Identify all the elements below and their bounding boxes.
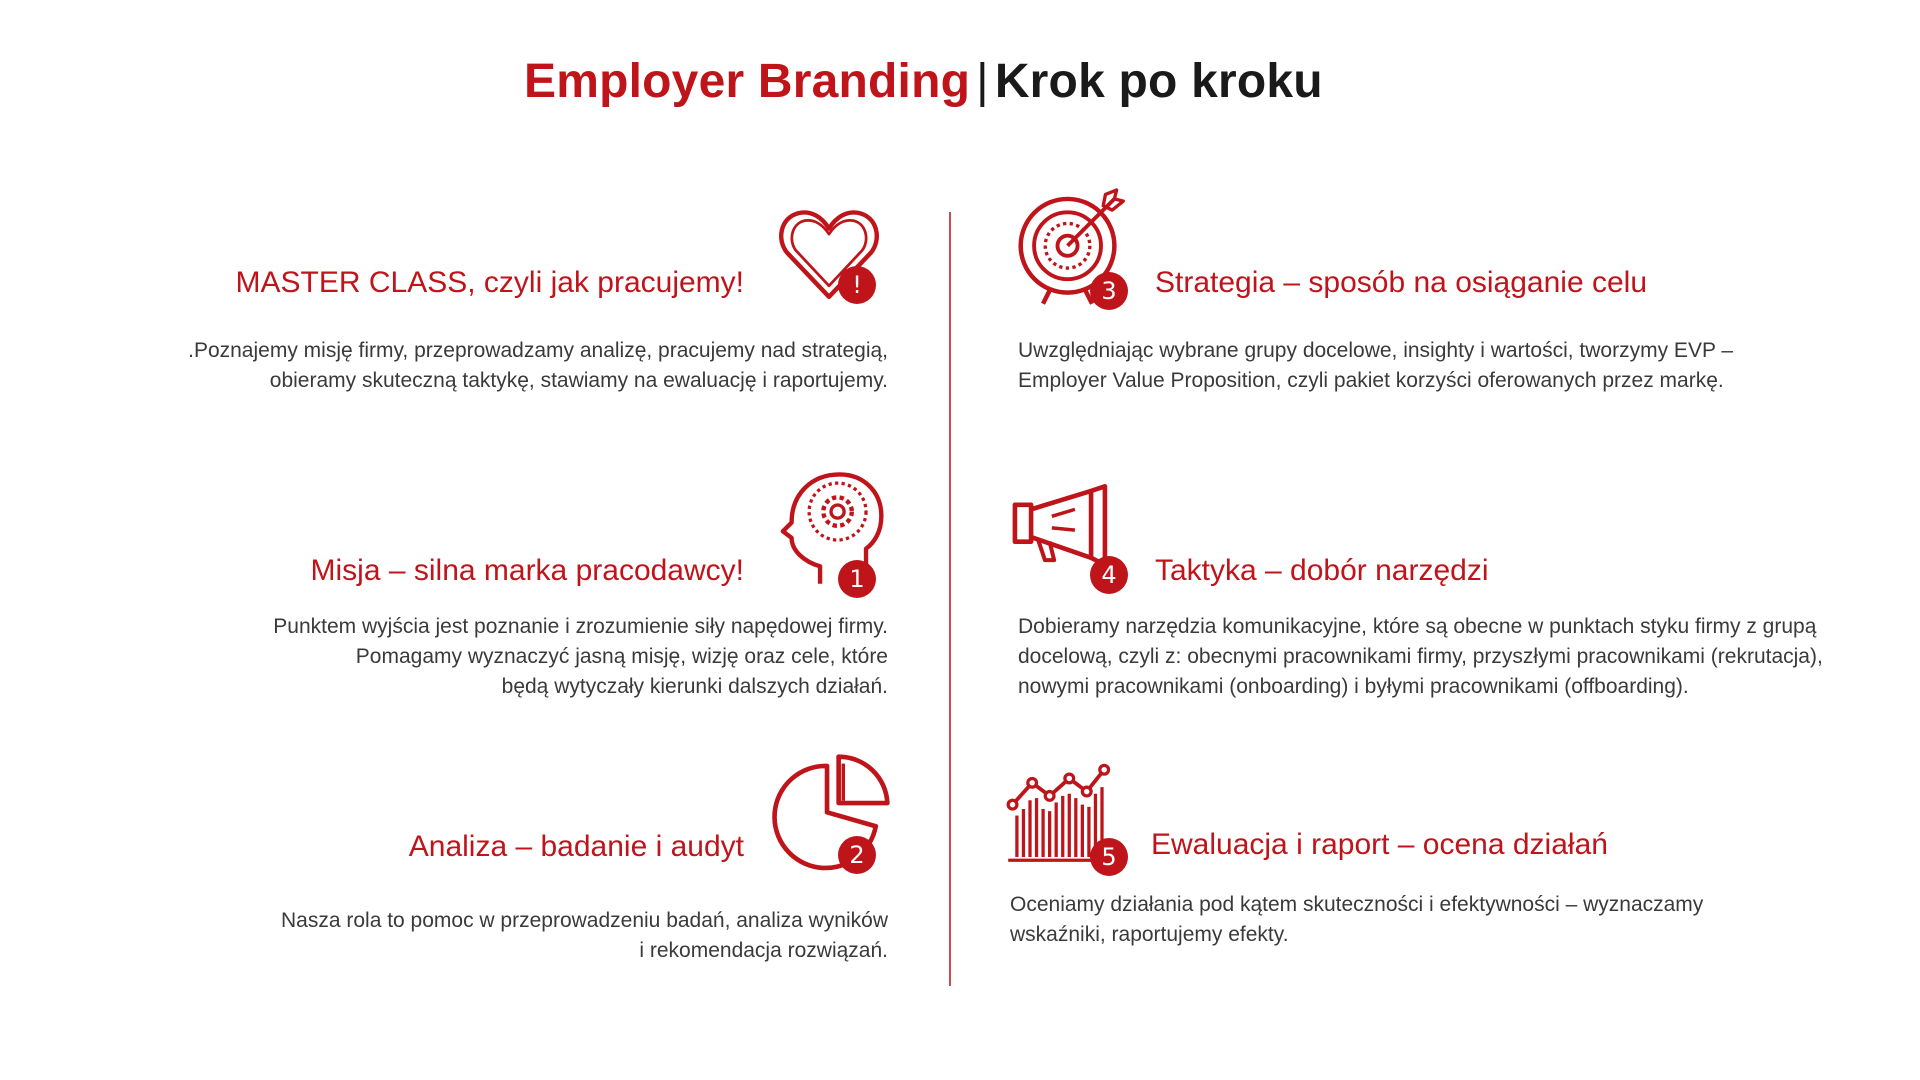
- description-line: Oceniamy działania pod kątem skuteczności i efektywności – wyznaczamy: [1010, 893, 1704, 916]
- description-line: .Poznajemy misję firmy, przeprowadzamy analizę, pracujemy nad strategią,: [188, 339, 888, 362]
- description-line: Dobieramy narzędzia komunikacyjne, które są obecne w punktach styku firmy z grupą: [1018, 615, 1817, 638]
- description-line: wskaźniki, raportujemy efekty.: [1010, 923, 1289, 946]
- description-line: Nasza rola to pomoc w przeprowadzeniu badań, analiza wyników: [281, 909, 888, 932]
- step-description: [281, 906, 888, 966]
- step-badge: 5: [1090, 838, 1128, 876]
- title-accent: Employer Branding: [524, 55, 971, 108]
- step-description: [1018, 612, 1823, 702]
- step-description: [1010, 890, 1703, 950]
- step-heading: Ewaluacja i raport – ocena działań: [1151, 828, 1608, 861]
- description-line: Punktem wyjścia jest poznanie i zrozumienie siły napędowej firmy.: [273, 615, 888, 638]
- step-description: [188, 336, 888, 396]
- step-heading: Misja – silna marka pracodawcy!: [310, 554, 744, 587]
- step-heading: MASTER CLASS, czyli jak pracujemy!: [235, 266, 744, 299]
- page-title: [524, 54, 1323, 109]
- step-badge: 4: [1090, 556, 1128, 594]
- title-separator: |: [976, 55, 989, 108]
- center-divider: [949, 212, 951, 986]
- description-line: nowymi pracownikami (onboarding) i byłymi pracownikami (offboarding).: [1018, 675, 1689, 698]
- step-description: [273, 612, 888, 702]
- step-description: [1018, 336, 1733, 396]
- step-badge: !: [838, 266, 876, 304]
- description-line: Employer Value Proposition, czyli pakiet korzyści oferowanych przez markę.: [1018, 369, 1724, 392]
- step-badge: 2: [838, 836, 876, 874]
- description-line: będą wytyczały kierunki dalszych działań.: [501, 675, 888, 698]
- title-rest: Krok po kroku: [994, 55, 1323, 108]
- step-heading: Analiza – badanie i audyt: [408, 830, 744, 863]
- description-line: docelową, czyli z: obecnymi pracownikami firmy, przyszłymi pracownikami (rekrutacja),: [1018, 645, 1823, 668]
- step-heading: Taktyka – dobór narzędzi: [1155, 554, 1489, 587]
- step-badge: 1: [838, 560, 876, 598]
- description-line: Pomagamy wyznaczyć jasną misję, wizję oraz cele, które: [355, 645, 888, 668]
- description-line: obieramy skuteczną taktykę, stawiamy na ewaluację i raportujemy.: [269, 369, 888, 392]
- description-line: Uwzględniając wybrane grupy docelowe, insighty i wartości, tworzymy EVP –: [1018, 339, 1734, 362]
- description-line: i rekomendacja rozwiązań.: [639, 939, 888, 962]
- step-badge: 3: [1090, 272, 1128, 310]
- step-heading: Strategia – sposób na osiąganie celu: [1155, 266, 1648, 299]
